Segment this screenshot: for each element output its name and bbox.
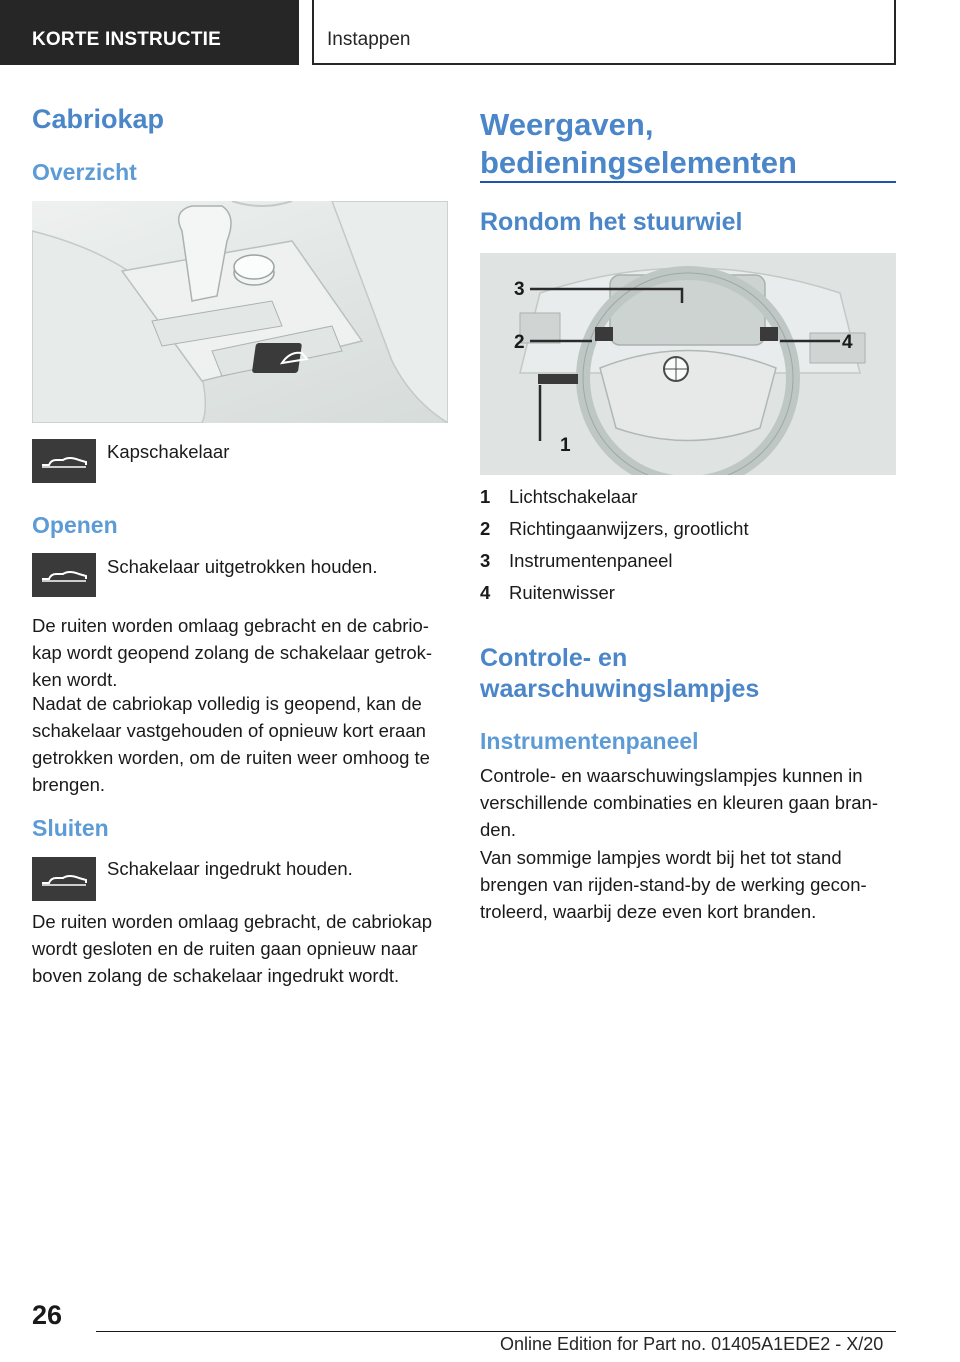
heading-line: waarschuwingslampjes xyxy=(480,675,760,703)
header-section-label: KORTE INSTRUCTIE xyxy=(32,29,221,50)
open-heading: Openen xyxy=(32,512,118,538)
text-line: wordt gesloten en de ruiten gaan opnieuw naar xyxy=(32,938,418,959)
text-line: den. xyxy=(480,819,517,840)
panel-paragraph-2 xyxy=(480,844,867,925)
convertible-icon xyxy=(32,553,96,597)
center-console-illustration xyxy=(32,201,448,423)
text-line: getrokken worden, om de ruiten weer omhoog te xyxy=(32,747,430,768)
legend-label: Instrumentenpaneel xyxy=(509,550,673,571)
legend-label: Lichtschakelaar xyxy=(509,486,638,507)
legend-num: 1 xyxy=(480,486,491,507)
header-chapter-label: Instappen xyxy=(327,29,411,50)
steering-heading: Rondom het stuurwiel xyxy=(480,208,743,236)
open-icon-text: Schakelaar uitgetrokken houden. xyxy=(107,556,378,577)
panel-heading: Instrumentenpaneel xyxy=(480,728,699,754)
text-line: boven zolang de schakelaar ingedrukt wordt. xyxy=(32,965,400,986)
callout-1: 1 xyxy=(560,435,571,456)
steering-wheel-illustration xyxy=(480,253,896,475)
text-line: De ruiten worden omlaag gebracht, de cabriokap xyxy=(32,911,433,932)
close-icon-text: Schakelaar ingedrukt houden. xyxy=(107,858,353,879)
convertible-icon xyxy=(32,857,96,901)
callout-3: 3 xyxy=(514,279,525,300)
controls-title xyxy=(480,106,797,182)
convertible-switch-photo xyxy=(32,201,448,423)
legend-num: 4 xyxy=(480,582,491,603)
text-line: De ruiten worden omlaag gebracht en de cabrio‐ xyxy=(32,615,429,636)
text-line: kap wordt geopend zolang de schakelaar getrok‐ xyxy=(32,642,433,663)
text-line: Van sommige lampjes wordt bij het tot stand xyxy=(480,847,842,868)
header-section-tab xyxy=(0,0,299,65)
callout-4: 4 xyxy=(842,332,853,353)
close-heading: Sluiten xyxy=(32,815,109,841)
heading-line: Controle- en xyxy=(480,644,628,672)
title-line: Weergaven, xyxy=(480,107,654,142)
open-paragraph-2 xyxy=(32,690,430,798)
footer-edition: Online Edition for Part no. 01405A1EDE2 - X/20 xyxy=(500,1334,884,1354)
text-line: verschillende combinaties en kleuren gaan bran‐ xyxy=(480,792,878,813)
panel-paragraph-1 xyxy=(480,762,878,843)
legend-num: 3 xyxy=(480,550,491,571)
title-underline xyxy=(480,181,896,183)
open-paragraph-1 xyxy=(32,612,432,693)
text-line: troleerd, waarbij deze even kort branden. xyxy=(480,901,817,922)
text-line: brengen van rijden-stand-by de werking gecon‐ xyxy=(480,874,867,895)
steering-wheel-photo xyxy=(480,253,896,475)
convertible-icon xyxy=(32,439,96,483)
lamps-heading xyxy=(480,643,759,705)
cabriokap-title: Cabriokap xyxy=(32,104,165,134)
text-line: brengen. xyxy=(32,774,106,795)
text-line: Nadat de cabriokap volledig is geopend, kan de xyxy=(32,693,422,714)
header-chapter-tab xyxy=(312,0,896,65)
footer-rule xyxy=(96,1331,896,1332)
text-line: Controle- en waarschuwingslampjes kunnen in xyxy=(480,765,863,786)
icon-caption: Kapschakelaar xyxy=(107,441,230,462)
page-number: 26 xyxy=(32,1300,63,1330)
overview-heading: Overzicht xyxy=(32,159,137,185)
legend-label: Ruitenwisser xyxy=(509,582,615,603)
title-line: bedieningselementen xyxy=(480,145,797,180)
callout-2: 2 xyxy=(514,332,525,353)
text-line: schakelaar vastgehouden of opnieuw kort eraan xyxy=(32,720,426,741)
text-line: ken wordt. xyxy=(32,669,118,690)
legend-label: Richtingaanwijzers, grootlicht xyxy=(509,518,749,539)
legend-num: 2 xyxy=(480,518,491,539)
close-paragraph xyxy=(32,908,432,989)
